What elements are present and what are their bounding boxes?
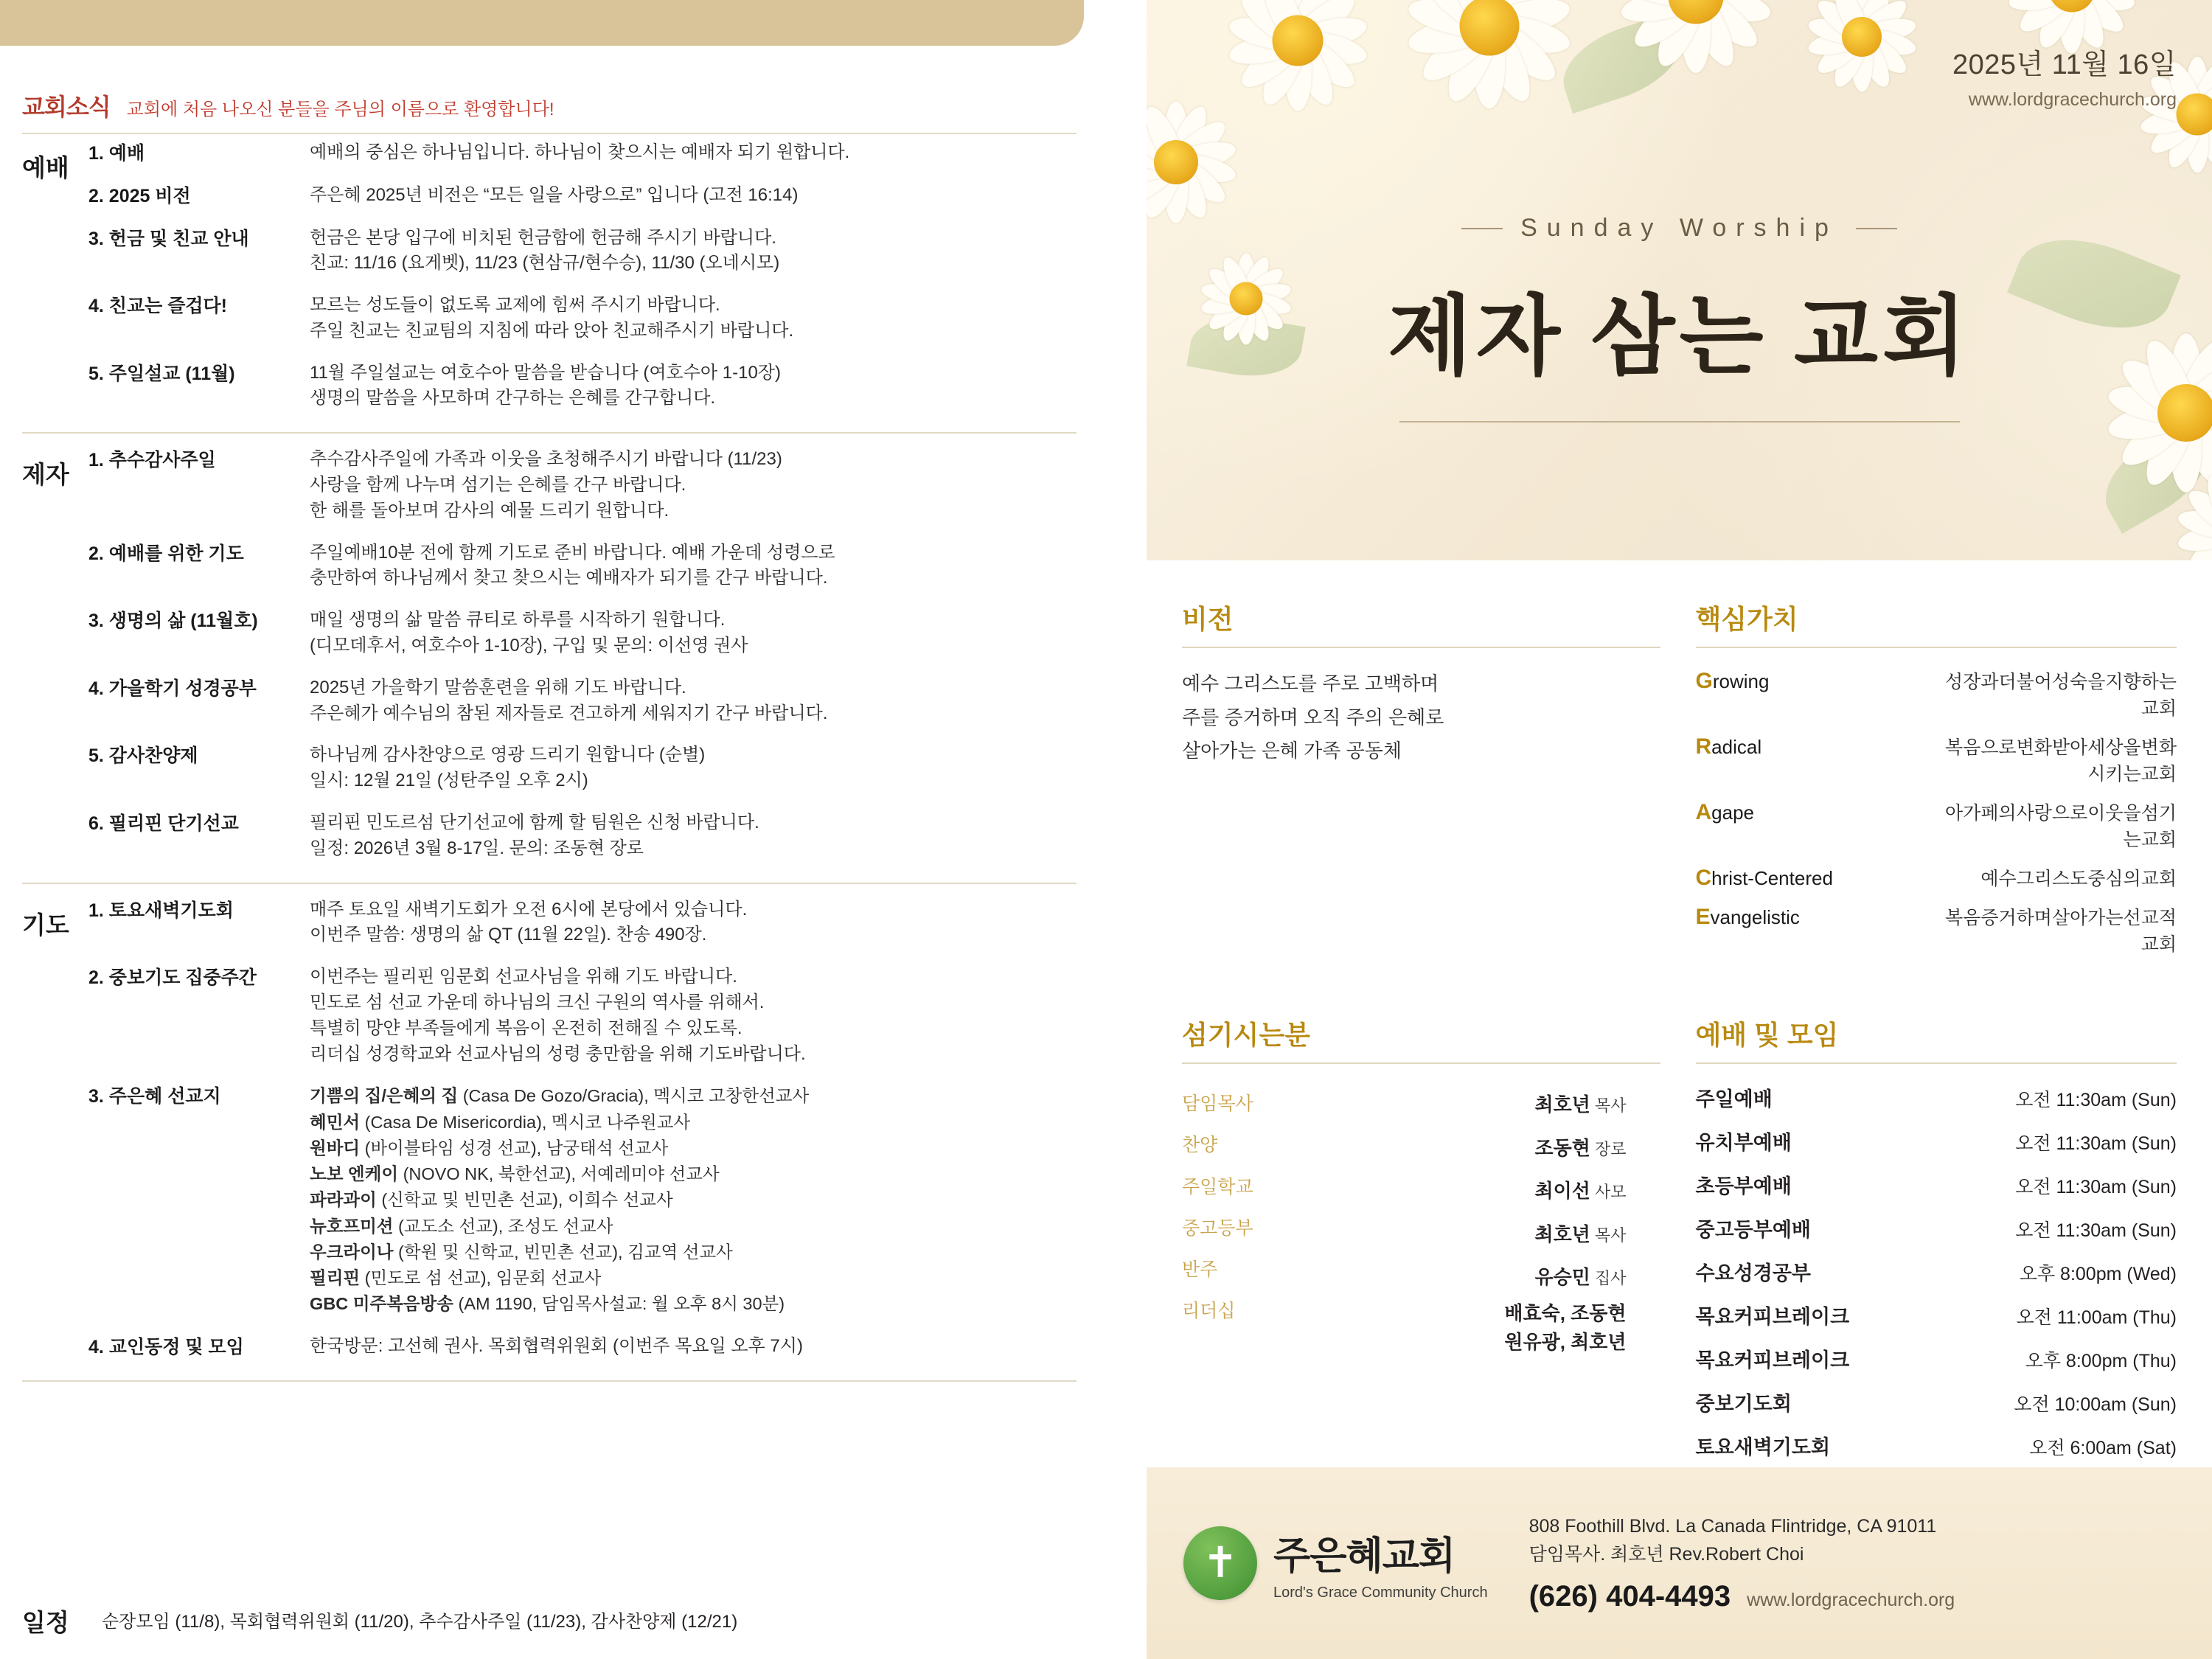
- section-items: [88, 897, 1106, 1377]
- hero-eyebrow: Sunday Worship: [1147, 214, 2212, 243]
- church-name-ko: 주은혜교회: [1273, 1535, 1455, 1578]
- announcement-item: [88, 897, 1106, 949]
- meeting-name: 목요커피브레이크: [1695, 1306, 1850, 1328]
- announcement-line: 이번주는 필리핀 임문회 선교사님을 위해 기도 바랍니다.: [310, 967, 737, 987]
- mission-name: 필리핀: [310, 1268, 361, 1288]
- church-name-en: Lord's Grace Community Church: [1273, 1585, 1488, 1601]
- news-title: 교회소식: [22, 94, 111, 120]
- meeting-time: 오전 11:30am (Sun): [2015, 1220, 2177, 1241]
- meeting-row: [1696, 1431, 2177, 1460]
- announcement-item-title: 1. 추수감사주일: [88, 450, 216, 471]
- panel-row-top: [1182, 599, 2177, 969]
- meeting-row: [1696, 1127, 2177, 1155]
- meeting-row: [1696, 1170, 2177, 1199]
- announcement-line: 이번주 말씀: 생명의 삶 QT (11월 22일). 찬송 490장.: [310, 925, 707, 945]
- meetings-list: [1696, 1083, 2177, 1460]
- core-value-initial: R: [1695, 734, 1712, 759]
- servant-names: [1315, 1083, 1660, 1357]
- servant-name: 배효숙, 조동현: [1504, 1301, 1627, 1324]
- servant-name: 최이선 사모: [1534, 1180, 1627, 1202]
- hero-title: 제자 삼는 교회: [1388, 289, 1971, 386]
- announcement-item: [88, 140, 1106, 167]
- announcement-item: [88, 540, 1106, 592]
- announcement-line: 추수감사주일에 가족과 이웃을 초청해주시기 바랍니다 (11/23): [310, 449, 782, 470]
- announcement-item-body: [310, 608, 1106, 659]
- church-website[interactable]: www.lordgracechurch.org: [1747, 1590, 1955, 1610]
- core-value-en: Christ-Centered: [1695, 866, 1833, 890]
- announcement-line: 충만하여 하나님께서 찾고 찾으시는 예배자가 되기를 간구 바랍니다.: [310, 568, 828, 588]
- mission-name: 우크라이나: [310, 1242, 394, 1262]
- section-divider: [22, 883, 1077, 884]
- servant-name: 유승민 집사: [1534, 1266, 1627, 1288]
- announcement-line: 생명의 말씀을 사모하며 간구하는 은혜를 간구합니다.: [310, 388, 716, 408]
- announcement-sections: [0, 140, 1106, 1395]
- section-divider: [22, 1380, 1077, 1382]
- announcement-item-body: [310, 897, 1106, 949]
- announcement-line: 한 해를 돌아보며 감사의 예물 드리기 원합니다.: [310, 500, 669, 521]
- meeting-time: 오전 11:30am (Sun): [2015, 1090, 2177, 1110]
- announcement-line: 매주 토요일 새벽기도회가 오전 6시에 본당에서 있습니다.: [310, 899, 748, 919]
- core-value-initial: A: [1695, 800, 1712, 824]
- meeting-name: 중고등부예배: [1695, 1219, 1811, 1241]
- servant-role: 반주: [1182, 1259, 1218, 1280]
- vision-panel: [1182, 599, 1680, 969]
- meeting-row: [1696, 1388, 2177, 1416]
- core-values-panel: [1680, 599, 2177, 969]
- meetings-panel: [1680, 1015, 2177, 1475]
- servants-heading: 섬기시는분: [1182, 1015, 1660, 1064]
- schedule-section: [0, 1604, 1106, 1638]
- announcement-section: [0, 140, 1106, 428]
- meeting-row: [1696, 1257, 2177, 1286]
- announcement-line: 일정: 2026년 3월 8-17일. 문의: 조동현 장로: [310, 838, 644, 858]
- core-value-ko: 아가페의사랑으로이웃을섬기는교회: [1945, 803, 2177, 850]
- info-column: [1147, 0, 2212, 1659]
- daisy-flower-icon: [1795, 0, 1928, 103]
- mission-name: 원바디: [310, 1138, 361, 1158]
- core-value-ko: 복음증거하며살아가는선교적교회: [1945, 908, 2177, 955]
- vision-text: [1182, 667, 1660, 768]
- announcement-item: [88, 361, 1106, 412]
- announcement-item: [88, 1334, 1106, 1360]
- announcement-item: [88, 964, 1106, 1067]
- core-value-initial: C: [1695, 866, 1712, 890]
- mission-entry: 뉴호프미션 (교도소 선교), 조성도 선교사: [310, 1216, 613, 1236]
- servant-role: 찬양: [1182, 1135, 1218, 1156]
- schedule-label: 일정: [22, 1609, 69, 1636]
- announcement-line: 모르는 성도들이 없도록 교제에 힘써 주시기 바랍니다.: [310, 295, 720, 316]
- announcement-line: 하나님께 감사찬양으로 영광 드리기 원합니다 (순별): [310, 745, 706, 765]
- news-header: [22, 88, 1077, 134]
- mission-entry: 혜민서 (Casa De Misericordia), 멕시코 나주원교사: [310, 1112, 691, 1132]
- hero-divider: [1399, 421, 1960, 422]
- announcement-item: [88, 742, 1106, 794]
- core-value-row: [1696, 864, 2177, 891]
- servant-role: 주일학교: [1182, 1176, 1253, 1197]
- announcement-item-body: [310, 675, 1106, 727]
- meetings-heading: 예배 및 모임: [1696, 1015, 2177, 1064]
- announcement-item-title: 4. 교인동정 및 모임: [88, 1336, 244, 1357]
- announcement-section: [0, 447, 1106, 877]
- daisy-flower-icon: [2164, 457, 2212, 560]
- hero-website: www.lordgracechurch.org: [1968, 89, 2177, 110]
- servant-name: 조동현 장로: [1534, 1136, 1627, 1159]
- core-value-row: [1696, 799, 2177, 852]
- daisy-center: [1154, 140, 1198, 184]
- announcement-line: (디모데후서, 여호수아 1-10장), 구입 및 문의: 이선영 권사: [310, 636, 748, 656]
- servant-role: 중고등부: [1182, 1217, 1253, 1239]
- meeting-time: 오전 11:30am (Sun): [2015, 1177, 2177, 1197]
- announcement-item-title: 2. 예배를 위한 기도: [88, 543, 244, 564]
- servants-table: [1182, 1083, 1660, 1357]
- meeting-row: [1696, 1083, 2177, 1112]
- meeting-row: [1696, 1214, 2177, 1242]
- meeting-time: 오전 11:00am (Thu): [2016, 1307, 2177, 1328]
- announcement-item: [88, 183, 1106, 209]
- mission-entry: GBC 미주복음방송 (AM 1190, 담임목사설교: 월 오후 8시 30분): [310, 1294, 785, 1314]
- meeting-name: 중보기도회: [1695, 1393, 1792, 1415]
- vision-line: 살아가는 은혜 가족 공동체: [1182, 740, 1402, 762]
- core-value-row: [1696, 667, 2177, 720]
- meeting-name: 토요새벽기도회: [1695, 1436, 1831, 1458]
- mission-entry: 노보 엔케이 (NOVO NK, 북한선교), 서예레미야 선교사: [310, 1164, 720, 1184]
- core-value-ko: 성장과더불어성숙을지향하는교회: [1945, 672, 2177, 719]
- servants-panel: [1182, 1015, 1680, 1475]
- servant-role: 리더십: [1182, 1301, 1236, 1322]
- vision-line: 예수 그리스도를 주로 고백하며: [1182, 672, 1439, 695]
- announcement-line: 한국방문: 고선혜 권사. 목회협력위원회 (이번주 목요일 오후 7시): [310, 1335, 803, 1356]
- servant-name: 원유광, 최호년: [1504, 1330, 1627, 1353]
- schedule-text: 순장모임 (11/8), 목회협력위원회 (11/20), 추수감사주일 (11/23), 감사찬양제 (12/21): [102, 1612, 738, 1632]
- announcement-line: 필리핀 민도르섬 단기선교에 함께 할 팀원은 신청 바랍니다.: [310, 813, 759, 833]
- section-items: [88, 447, 1106, 877]
- meeting-name: 수요성경공부: [1695, 1262, 1811, 1284]
- announcement-line: 2025년 가을학기 말씀훈련을 위해 기도 바랍니다.: [310, 677, 686, 698]
- missions-title: 3. 주은혜 선교지: [88, 1086, 221, 1107]
- announcement-item-body: [310, 1334, 1106, 1360]
- announcement-line: 리더십 성경학교와 선교사님의 성령 충만함을 위해 기도바랍니다.: [310, 1043, 806, 1064]
- mission-name: 뉴호프미션: [310, 1216, 394, 1236]
- mission-entry: 원바디 (바이블타임 성경 선교), 남궁태석 선교사: [310, 1138, 669, 1158]
- mission-entry: 기쁨의 집/은혜의 집 (Casa De Gozo/Gracia), 멕시코 고창한선교사: [310, 1086, 810, 1106]
- mission-entry: 파라과이 (신학교 및 빈민촌 선교), 이희수 선교사: [310, 1190, 673, 1210]
- announcement-item: [88, 447, 1106, 524]
- meeting-row: [1696, 1344, 2177, 1373]
- announcement-item-body: [310, 964, 1106, 1067]
- footer-phone-row: [1529, 1580, 1955, 1613]
- daisy-flower-icon: [1390, 0, 1589, 125]
- core-value-initial: E: [1695, 905, 1711, 929]
- mission-name: 파라과이: [310, 1190, 377, 1210]
- announcement-item-title: 1. 토요새벽기도회: [88, 900, 234, 921]
- core-value-en: Agape: [1695, 800, 1755, 824]
- vision-heading: 비전: [1182, 599, 1660, 648]
- bulletin-date: 2025년 11월 16일: [1952, 49, 2177, 80]
- announcement-item-title: 4. 친교는 즐겁다!: [88, 296, 227, 317]
- announcement-line: 예배의 중심은 하나님입니다. 하나님이 찾으시는 예배자 되기 원합니다.: [310, 142, 850, 162]
- panel-row-bottom: [1182, 1015, 2177, 1475]
- announcement-item-body: [310, 361, 1106, 412]
- announcement-line: 일시: 12월 21일 (성탄주일 오후 2시): [310, 771, 588, 791]
- announcement-item: [88, 675, 1106, 727]
- meeting-name: 유치부예배: [1695, 1132, 1792, 1154]
- servant-role: 담임목사: [1182, 1093, 1253, 1114]
- announcement-item-body: [310, 183, 1106, 209]
- announcement-item-title: 3. 생명의 삶 (11월호): [88, 611, 258, 632]
- footer-contact: [1529, 1513, 1955, 1613]
- announcement-item-body: [310, 742, 1106, 794]
- info-panels: [1147, 560, 2212, 1467]
- section-items: [88, 140, 1106, 428]
- announcement-line: 헌금은 본당 입구에 비치된 헌금함에 헌금해 주시기 바랍니다.: [310, 227, 776, 248]
- core-value-row: [1696, 733, 2177, 786]
- announcement-item: [88, 293, 1106, 344]
- core-value-en: Growing: [1695, 669, 1770, 693]
- announcement-item-body: [310, 447, 1106, 524]
- missions-list: [310, 1083, 1106, 1317]
- announcement-item-body: [310, 540, 1106, 592]
- announcement-line: 친교: 11/16 (요게벳), 11/23 (현삼규/현수승), 11/30 (오네시모): [310, 253, 780, 274]
- announcement-item-body: [310, 810, 1106, 862]
- announcement-line: 민도로 섬 선교 가운데 하나님의 크신 구원의 역사를 위해서.: [310, 992, 765, 1013]
- church-cross-icon: ✝: [1183, 1526, 1257, 1600]
- meeting-name: 주일예배: [1695, 1088, 1773, 1110]
- announcement-line: 특별히 망얀 부족들에게 복음이 온전히 전해질 수 있도록.: [310, 1018, 742, 1038]
- servant-roles: [1182, 1083, 1315, 1357]
- announcement-line: 주은혜 2025년 비전은 “모든 일을 사랑으로” 입니다 (고전 16:14): [310, 184, 799, 205]
- announcement-item: [88, 226, 1106, 277]
- hero-text-block: [1147, 214, 2212, 422]
- section-label: 예배: [22, 154, 69, 181]
- core-value-initial: G: [1695, 669, 1713, 693]
- meeting-time: 오전 11:30am (Sun): [2015, 1133, 2177, 1154]
- announcement-item-title: 2. 중보기도 집중주간: [88, 967, 257, 989]
- daisy-center: [1273, 15, 1324, 66]
- church-address: 808 Foothill Blvd. La Canada Flintridge, CA 91011: [1528, 1516, 1937, 1537]
- daisy-center: [2177, 94, 2212, 136]
- announcement-item-title: 2. 2025 비전: [88, 185, 191, 206]
- announcement-item-title: 4. 가을학기 성경공부: [88, 678, 257, 699]
- announcement-item-body: [310, 226, 1106, 277]
- announcement-item-title: 1. 예배: [88, 143, 145, 164]
- mission-entry: 필리핀 (민도로 섬 선교), 임문회 선교사: [310, 1268, 602, 1288]
- news-subtitle: 교회에 처음 나오신 분들을 주님의 이름으로 환영합니다!: [126, 100, 554, 119]
- announcement-line: 사랑을 함께 나누며 섬기는 은혜를 간구 바랍니다.: [310, 475, 686, 495]
- mission-name: 기쁨의 집/은혜의 집: [310, 1086, 459, 1106]
- mission-entry: 우크라이나 (학원 및 신학교, 빈민촌 선교), 김교역 선교사: [310, 1242, 733, 1262]
- announcement-item-title: 6. 필리핀 단기선교: [88, 813, 239, 835]
- daisy-flower-icon: [1604, 0, 1788, 88]
- hero-banner: [1147, 0, 2212, 560]
- announcement-item-body: [310, 293, 1106, 344]
- meeting-name: 목요커피브레이크: [1695, 1349, 1850, 1371]
- mission-name: 노보 엔케이: [310, 1164, 399, 1184]
- announcement-line: 주일예배10분 전에 함께 기도로 준비 바랍니다. 예배 가운데 성령으로: [310, 542, 835, 563]
- meeting-name: 초등부예배: [1695, 1175, 1792, 1197]
- meeting-row: [1696, 1301, 2177, 1329]
- core-value-en: Radical: [1695, 734, 1762, 759]
- core-values-list: [1696, 667, 2177, 956]
- mission-name: GBC 미주복음방송: [310, 1294, 453, 1314]
- announcement-line: 11월 주일설교는 여호수아 말씀을 받습니다 (여호수아 1-10장): [310, 362, 781, 383]
- announcement-item: [88, 608, 1106, 659]
- daisy-center: [1842, 17, 1882, 57]
- announcement-item-title: 5. 주일설교 (11월): [88, 363, 235, 384]
- section-label: 기도: [22, 911, 69, 939]
- announcement-item-title: 3. 헌금 및 친교 안내: [88, 228, 249, 249]
- announcement-section: [0, 897, 1106, 1377]
- servant-name: 최호년 목사: [1534, 1222, 1627, 1245]
- announcement-item-title: 5. 감사찬양제: [88, 745, 198, 767]
- missions-item: [88, 1083, 1106, 1317]
- announcement-item: [88, 810, 1106, 862]
- meeting-time: 오후 8:00pm (Thu): [2025, 1351, 2177, 1371]
- announcement-line: 주은혜가 예수님의 참된 제자들로 견고하게 세워지기 간구 바랍니다.: [310, 703, 828, 723]
- section-label: 제자: [22, 461, 69, 489]
- hero-date-block: [1952, 41, 2177, 111]
- meeting-time: 오전 10:00am (Sun): [2014, 1394, 2177, 1415]
- core-values-heading: 핵심가치: [1696, 599, 2177, 648]
- core-value-en: Evangelistic: [1695, 905, 1800, 929]
- church-logo-text: [1273, 1525, 1488, 1601]
- core-value-row: [1696, 903, 2177, 956]
- vision-line: 주를 증거하며 오직 주의 은혜로: [1182, 706, 1444, 728]
- footer-bar: [1147, 1467, 2212, 1659]
- section-divider: [22, 432, 1077, 434]
- meeting-time: 오후 8:00pm (Wed): [2019, 1264, 2177, 1284]
- announcement-line: 주일 친교는 친교팀의 지침에 따라 앉아 친교해주시기 바랍니다.: [310, 320, 794, 341]
- pastor-name: 담임목사. 최호년 Rev.Robert Choi: [1528, 1543, 1804, 1565]
- announcement-line: 매일 생명의 삶 말씀 큐티로 하루를 시작하기 원합니다.: [310, 610, 726, 630]
- announcement-item-body: [310, 140, 1106, 167]
- top-accent-bar: [0, 0, 1084, 46]
- servant-name: 최호년 목사: [1534, 1093, 1627, 1116]
- mission-name: 혜민서: [310, 1112, 361, 1132]
- church-phone[interactable]: (626) 404-4493: [1528, 1580, 1731, 1613]
- meeting-time: 오전 6:00am (Sat): [2029, 1438, 2177, 1458]
- core-value-ko: 예수그리스도중심의교회: [1980, 869, 2177, 889]
- core-value-ko: 복음으로변화받아세상을변화시키는교회: [1945, 737, 2177, 785]
